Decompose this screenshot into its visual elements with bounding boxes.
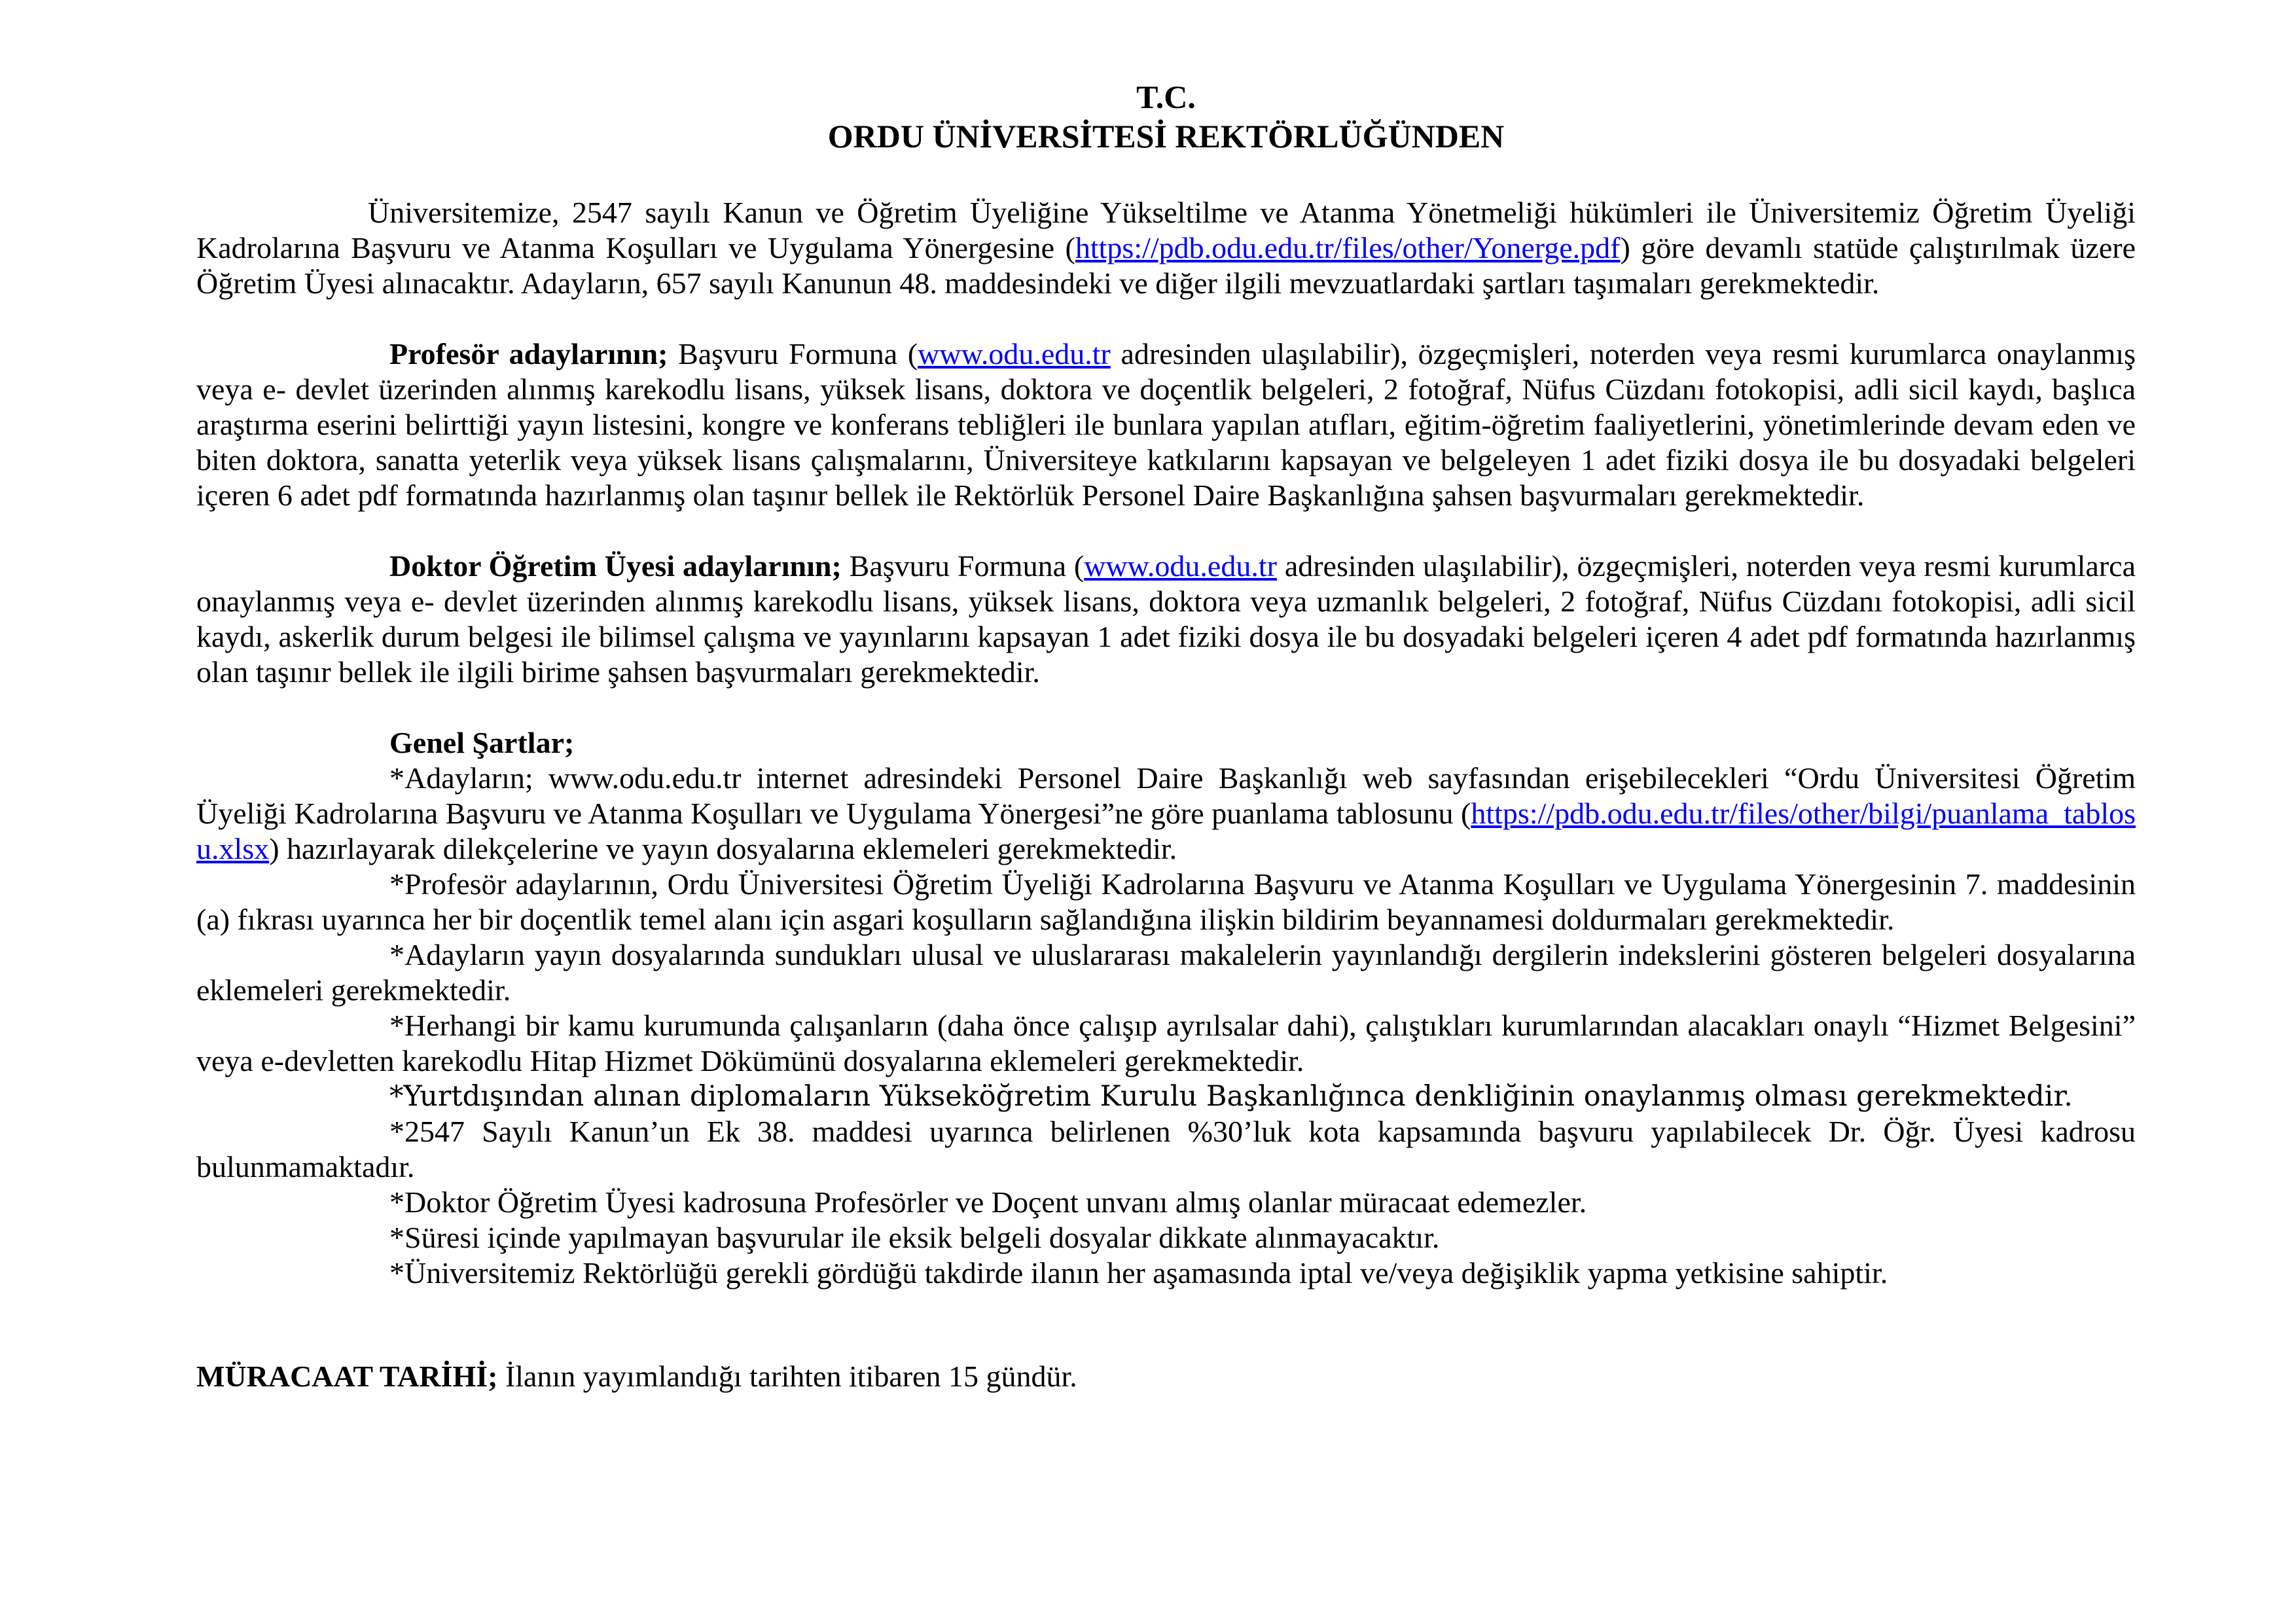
doctor-text-before-link: Başvuru Formuna ( bbox=[841, 549, 1085, 583]
general-term-denklik: *Yurtdışından alınan diplomaların Yükseköğretim Kurulu Başkanlığınca denkliğinin onaylanmış olması gerekmektedir. bbox=[389, 1080, 2073, 1113]
professor-text-after-link: adresinden ulaşılabilir), özgeçmişleri, noterden veya resmi kurumlarca onaylanmış veya e- devlet üzerinden alınmış karekodlu lisans, yüksek lisans, doktora ve doçentlik belgeleri, 2 fotoğraf, Nüfus Cüzdanı fotokopisi, adli sicil kaydı, başlıca araştırma eserini belirttiği yayın listesini, kongre ve konferans tebliğleri ile bunlara yapılan atıfları, eğitim-öğretim faaliyetlerini, yönetimlerinde devam eden ve biten doktora, sanatta yeterlik veya yüksek lisans çalışmalarını, Üniversiteye katkılarını kapsayan ve belgeleyen 1 adet fiziki dosya ile bu dosyadaki belgeleri içeren 6 adet pdf formatında hazırlanmış olan taşınır bellek ile Rektörlük Personel Daire Başkanlığına şahsen başvurmaları gerekmektedir. bbox=[196, 337, 2136, 512]
deadline-label: MÜRACAAT TARİHİ; bbox=[196, 1360, 498, 1393]
odu-website-link-professor[interactable]: www.odu.edu.tr bbox=[918, 337, 1111, 370]
general-term-unvan: *Doktor Öğretim Üyesi kadrosuna Profesörler ve Doçent unvanı almış olanlar müracaat edemezler. bbox=[389, 1185, 1587, 1219]
odu-website-link-doctor[interactable]: www.odu.edu.tr bbox=[1084, 549, 1277, 583]
general-term-scoring bbox=[196, 761, 2136, 867]
general-term-docentlik: *Profesör adaylarının, Ordu Üniversitesi Öğretim Üyeliği Kadrolarına Başvuru ve Atanma Koşulları ve Uygulama Yönergesinin 7. maddesinin (a) fıkrası uyarınca her bir doçentlik temel alanı için asgari koşulların sağlandığına ilişkin bildirim beyannamesi doldurmaları gerekmektedir. bbox=[196, 867, 2136, 936]
intro-text-after-link: ) göre devamlı statüde çalıştırılmak üzere Öğretim Üyesi alınacaktır. Adayların, 657 sayılı Kanunun 48. maddesindeki ve diğer ilgili mevzuatlardaki şartları taşımaları gerekmektedir. bbox=[196, 231, 2136, 300]
doc-title-tc: T.C. bbox=[1136, 79, 1196, 115]
doctor-lead-label: Doktor Öğretim Üyesi adaylarının; bbox=[389, 549, 842, 583]
doctor-text-after-link: adresinden ulaşılabilir), özgeçmişleri, noterden veya resmi kurumlarca onaylanmış veya e- devlet üzerinden alınmış karekodlu lisans, yüksek lisans, doktora veya uzmanlık belgeleri, 2 fotoğraf, Nüfus Cüzdanı fotokopisi, adli sicil kaydı, askerlik durum belgesi ile bilimsel çalışma ve yayınlarını kapsayan 1 adet fiziki dosya ile bu dosyadaki belgeleri içeren 4 adet pdf formatında hazırlanmış olan taşınır bellek ile ilgili birime şahsen başvurmaları gerekmektedir. bbox=[196, 549, 2136, 689]
scoring-text-after-link: ) hazırlayarak dilekçelerine ve yayın dosyalarına eklemeleri gerekmektedir. bbox=[269, 832, 1177, 865]
general-term-kota: *2547 Sayılı Kanun’un Ek 38. maddesi uyarınca belirlenen %30’luk kota kapsamında başvuru yapılabilecek Dr. Öğr. Üyesi kadrosu bulunmamaktadır. bbox=[196, 1115, 2136, 1183]
professor-paragraph bbox=[196, 336, 2136, 513]
doctor-paragraph bbox=[196, 549, 2136, 690]
puanlama-tablosu-link[interactable]: https://pdb.odu.edu.tr/files/other/bilgi/puanlama_tablosu.xlsx bbox=[196, 797, 2136, 865]
professor-text-before-link: Başvuru Formuna ( bbox=[668, 337, 918, 370]
intro-text-before-link: Üniversitemize, 2547 sayılı Kanun ve Öğretim Üyeliğine Yükseltilme ve Atanma Yönetmeliği hükümleri ile Üniversitemiz Öğretim Üyeliği Kadrolarına Başvuru ve Atanma Koşulları ve Uygulama Yönergesine ( bbox=[196, 196, 2136, 264]
scoring-text-before-link: *Adayların; www.odu.edu.tr internet adresindeki Personel Daire Başkanlığı web sayfasından erişebilecekleri “Ordu Üniversitesi Öğretim Üyeliği Kadrolarına Başvuru ve Atanma Koşulları ve Uygulama Yönergesi”ne göre puanlama tablosunu ( bbox=[196, 761, 2136, 830]
deadline-paragraph bbox=[196, 1359, 2136, 1394]
document-header bbox=[196, 77, 2136, 156]
professor-lead-label: Profesör adaylarının; bbox=[389, 337, 668, 370]
yonerge-pdf-link[interactable]: https://pdb.odu.edu.tr/files/other/Yonerge.pdf bbox=[1075, 231, 1621, 264]
general-term-hizmet: *Herhangi bir kamu kurumunda çalışanların (daha önce çalışıp ayrılsalar dahi), çalıştıkları kurumlarından alacakları onaylı “Hizmet Belgesini” veya e-devletten karekodlu Hitap Hizmet Dökümünü dosyalarına eklemeleri gerekmektedir. bbox=[196, 1009, 2136, 1077]
general-terms-heading-label: Genel Şartlar; bbox=[389, 726, 575, 759]
intro-paragraph bbox=[196, 195, 2136, 301]
general-terms-heading bbox=[196, 725, 2136, 761]
doc-title-university: ORDU ÜNİVERSİTESİ REKTÖRLÜĞÜNDEN bbox=[827, 118, 1505, 154]
general-term-indeks: *Adayların yayın dosyalarında sundukları ulusal ve uluslararası makalelerin yayınlandığı dergilerin indekslerini gösteren belgeleri dosyalarına eklemeleri gerekmektedir. bbox=[196, 938, 2136, 1007]
general-term-sure: *Süresi içinde yapılmayan başvurular ile eksik belgeli dosyalar dikkate alınmayacaktır. bbox=[389, 1221, 1440, 1254]
general-term-iptal: *Üniversitemiz Rektörlüğü gerekli gördüğü takdirde ilanın her aşamasında iptal ve/veya değişiklik yapma yetkisine sahiptir. bbox=[389, 1256, 1888, 1290]
deadline-text: İlanın yayımlandığı tarihten itibaren 15 gündür. bbox=[497, 1360, 1077, 1393]
